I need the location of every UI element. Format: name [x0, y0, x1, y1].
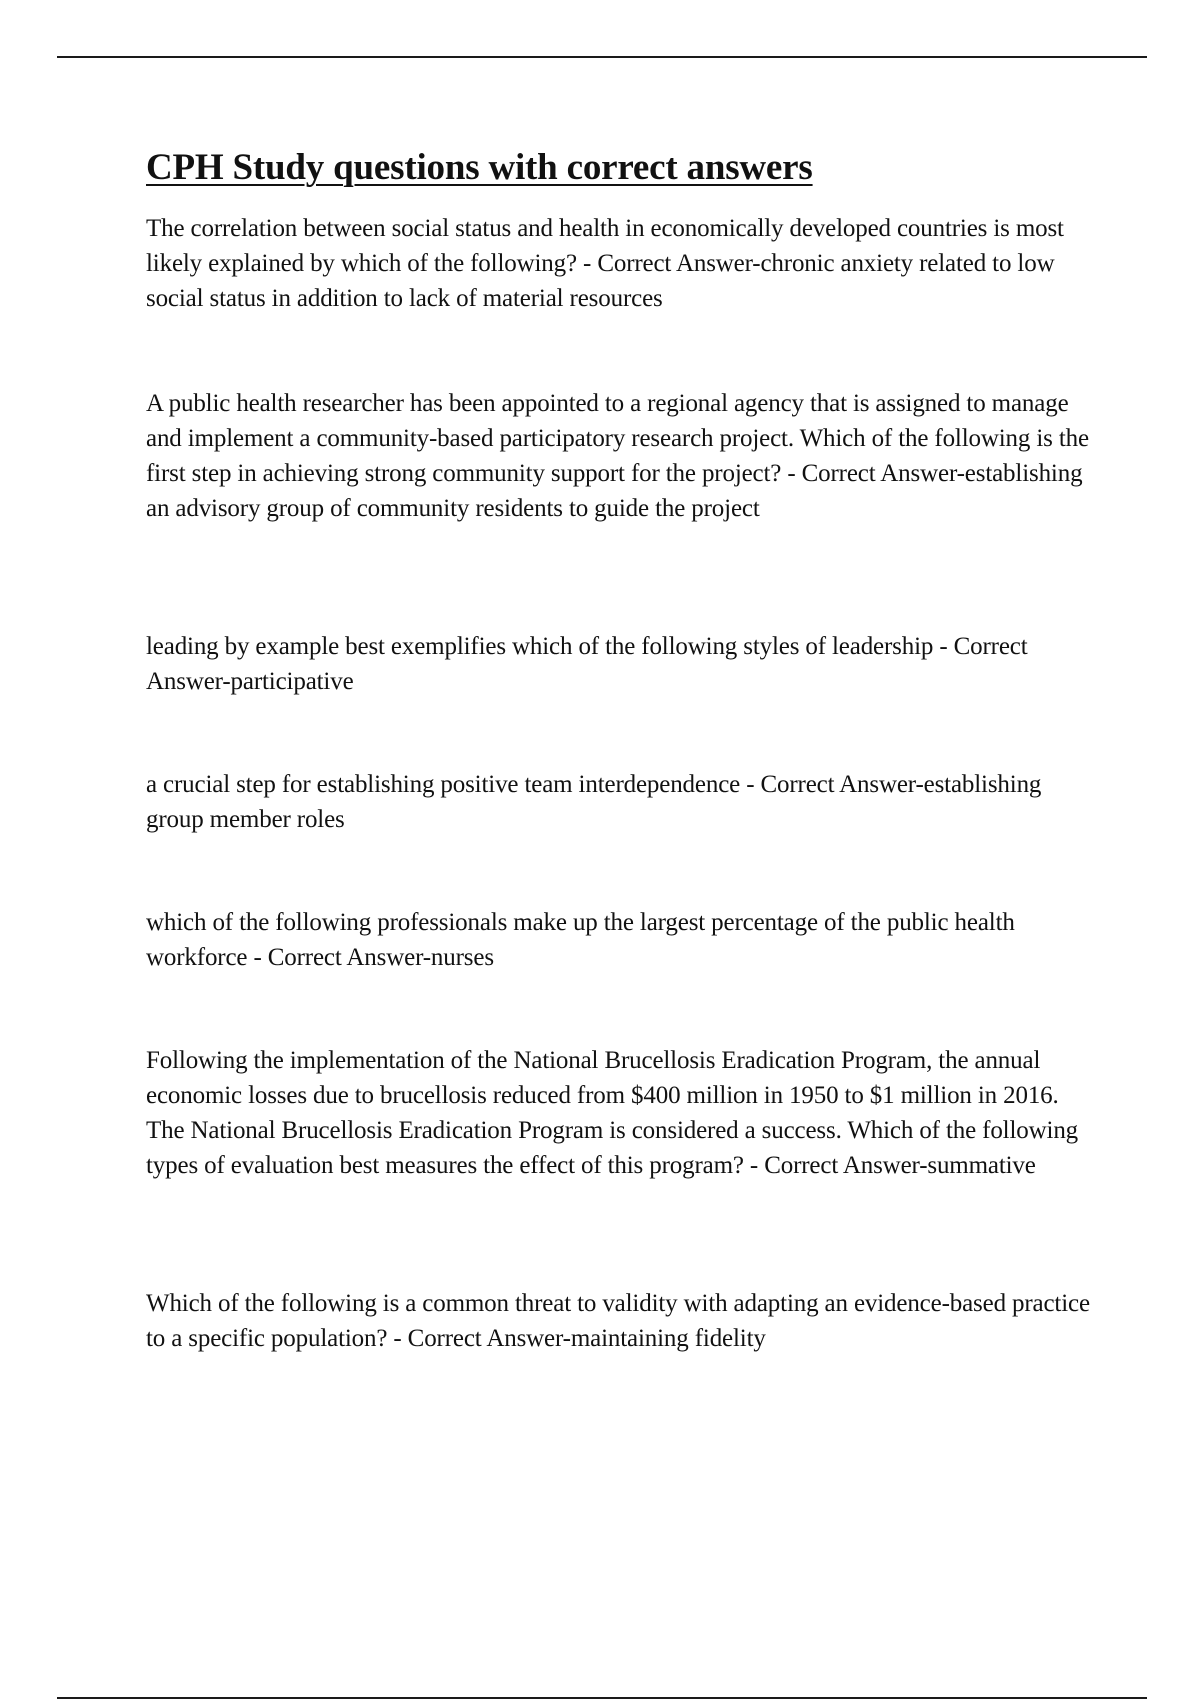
qa-item-4: a crucial step for establishing positive team interdependence - Correct Answer-establishing group member roles: [146, 771, 1042, 833]
header-rule: [57, 56, 1147, 58]
qa-item-7: Which of the following is a common threat to validity with adapting an evidence-based practice to a specific population? - Correct Answer-maintaining fidelity: [146, 1290, 1090, 1352]
qa-item-5: which of the following professionals make up the largest percentage of the public health workforce - Correct Answer-nurses: [146, 909, 1015, 971]
qa-item-1: The correlation between social status and health in economically developed countries is most likely explained by which of the following? - Correct Answer-chronic anxiety related to low social status in addition to lack of material resources: [146, 215, 1064, 312]
qa-item-2: A public health researcher has been appointed to a regional agency that is assigned to manage and implement a community-based participatory research project. Which of the following is the first step in achieving strong community support for the project? - Correct Answer-establishing an advisory group of community residents to guide the project: [146, 390, 1089, 522]
footer-rule: [57, 1697, 1147, 1699]
qa-item-6: Following the implementation of the National Brucellosis Eradication Program, the annual economic losses due to brucellosis reduced from $400 million in 1950 to $1 million in 2016. The National Brucellosis Eradication Program is considered a success. Which of the following types of evaluation best measures the effect of this program? - Correct Answer-summative: [146, 1047, 1079, 1179]
document-title: CPH Study questions with correct answers: [146, 147, 813, 188]
qa-item-3: leading by example best exemplifies which of the following styles of leadership - Correct Answer-participative: [146, 633, 1028, 695]
